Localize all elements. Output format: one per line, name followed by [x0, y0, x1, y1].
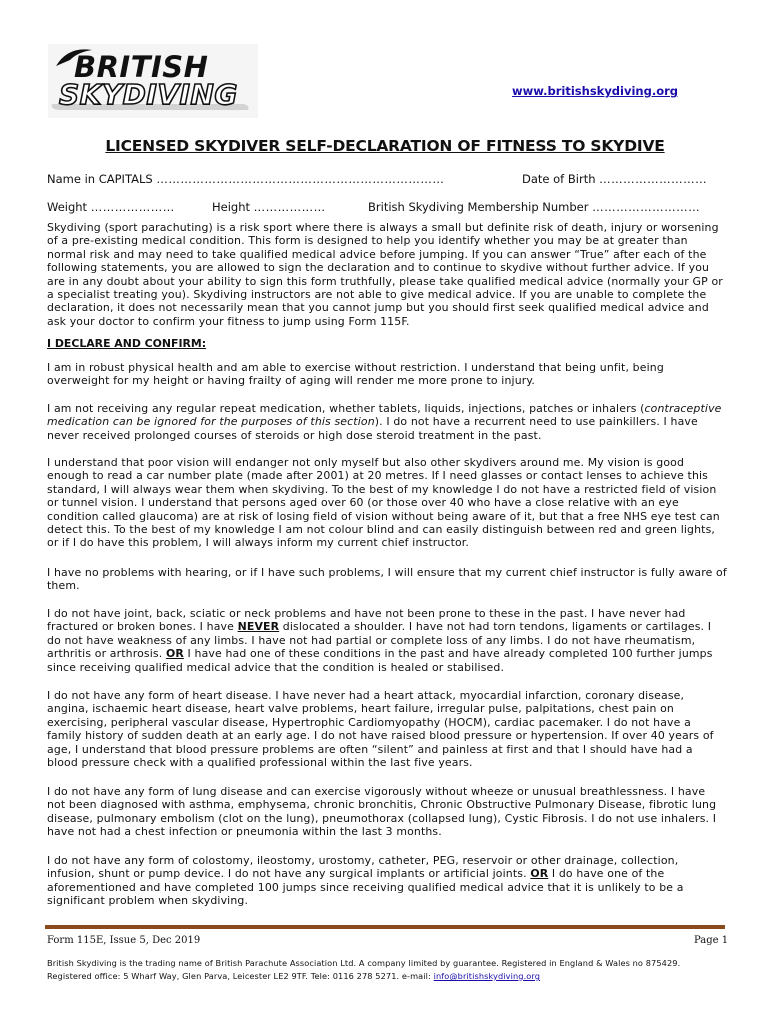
membership-input-line[interactable]: ………………………	[592, 200, 701, 214]
email-link[interactable]: info@britishskydiving.org	[433, 971, 541, 981]
declare-heading: I DECLARE AND CONFIRM:	[47, 337, 207, 350]
logo-word-skydiving: SKYDIVING	[59, 78, 238, 111]
height-field[interactable]	[212, 200, 326, 214]
statement-text: I do have one of the aforementioned and have completed 100 jumps since receiving qualified medical advice that it is unlikely to be a significant problem when skydiving.	[47, 867, 684, 908]
name-input-line[interactable]: ………………………………………………………………	[156, 172, 445, 186]
statement-text: I have had one of these conditions in the past and have already completed 100 further jumps since receiving qualified medical advice that the condition is healed or stabilised.	[47, 647, 713, 674]
logo-word-british: BRITISH	[74, 50, 209, 84]
membership-label: British Skydiving Membership Number	[368, 200, 589, 214]
statement-text: I do not have any form of colostomy, ileostomy, urostomy, catheter, PEG, reservoir or other drainage, collection, infusion, shunt or pump device. I do not have any surgical implants or artificial joints.	[47, 854, 679, 881]
statement-text: ). I do not have a recurrent need to use painkillers. I have never received prolonged courses of steroids or high dose steroid treatment in the past.	[47, 415, 698, 442]
height-input-line[interactable]: ………………	[253, 200, 326, 214]
statement-devices	[47, 854, 727, 908]
statement-italic-note: contraceptive medication can be ignored for the purposes of this section	[47, 402, 722, 429]
statement-vision	[47, 456, 727, 550]
name-label: Name in CAPITALS	[47, 172, 153, 186]
intro-text: Skydiving (sport parachuting) is a risk sport where there is always a small but definite risk of death, injury or worsening of a pre-existing medical condition. This form is designed to help you identify whether you may be at greater than normal risk and may need to take qualified medical advice before jumping. If you can answer “True” after each of the following statements, you are allowed to sign the declaration and to continue to skydive without further advice. If you are in any doubt about your ability to sign this form truthfully, please take qualified medical advice (normally your GP or a specialist treating you). Skydiving instructors are not able to give medical advice. If you are unable to complete the declaration, it does not necessarily mean that you cannot jump but you should first seek qualified medical advice and ask your doctor to confirm your fitness to jump using Form 115F.	[47, 221, 723, 328]
statement-text: dislocated a shoulder. I have not had torn tendons, ligaments or cartilages. I do not have weakness of any limbs. I have not had partial or complete loss of any limbs. I do not have rheumatism, arthritis or arthrosis.	[47, 620, 712, 661]
statement-health	[47, 361, 727, 388]
footer-divider	[45, 925, 725, 929]
form-id: Form 115E, Issue 5, Dec 2019	[47, 935, 201, 946]
weight-field[interactable]	[47, 200, 175, 214]
dob-label: Date of Birth	[522, 172, 596, 186]
footer-company-line: British Skydiving is the trading name of British Parachute Association Ltd. A company limited by guarantee. Registered in England & Wales no 875429.	[47, 958, 681, 968]
statement-text: I do not have any form of heart disease. I have never had a heart attack, myocardial infarction, coronary disease, angina, ischaemic heart disease, heart valve problems, heart failure, irregular pulse, palpitations, chest pain on exercising, peripheral vascular disease, Hypertrophic Cardiomyopathy (HOCM), cardiac pacemaker. I do not have a family history of sudden death at an early age. I do not have raised blood pressure or hypertension. If over 40 years of age, I understand that blood pressure problems are often “silent” and painless at first and that I should have had a blood pressure check with a qualified professional within the last five years.	[47, 689, 714, 770]
weight-input-line[interactable]: …………………	[90, 200, 175, 214]
weight-label: Weight	[47, 200, 88, 214]
statement-text: I do not have joint, back, sciatic or neck problems and have not been prone to these in the past. I have never had fractured or broken bones. I have	[47, 607, 686, 634]
statement-medication	[47, 402, 727, 442]
dob-field[interactable]	[522, 172, 707, 186]
page-number: Page 1	[694, 935, 729, 946]
statement-text: I have no problems with hearing, or if I have such problems, I will ensure that my current chief instructor is fully aware of them.	[47, 566, 727, 593]
dob-input-line[interactable]: ………………………	[599, 172, 708, 186]
website-link[interactable]: www.britishskydiving.org	[512, 84, 679, 98]
intro-paragraph	[47, 221, 727, 328]
statement-text: I understand that poor vision will endanger not only myself but also other skydivers around me. My vision is good enough to read a car number plate (made after 2001) at 20 metres. If I need glasses or contact lenses to achieve this standard, I will always wear them when skydiving. To the best of my knowledge I do not have a restricted field of vision or tunnel vision. I understand that persons aged over 60 (or those over 40 who have a close relative with an eye condition called glaucoma) are at risk of losing field of vision without being aware of it, but that a free NHS eye test can detect this. To the best of my knowledge I am not colour blind and can easily distinguish between red and green lights, or if I do have this problem, I will always inform my current chief instructor.	[47, 456, 720, 550]
statement-lung	[47, 785, 727, 839]
statement-text: I am in robust physical health and am able to exercise without restriction. I understand that being unfit, being overweight for my height or having frailty of aging will render me more prone to injury.	[47, 361, 664, 388]
footer-address-text: Registered office: 5 Wharf Way, Glen Parva, Leicester LE2 9TF. Tele: 0116 278 5271. e-mail:	[47, 971, 434, 981]
height-label: Height	[212, 200, 251, 214]
statement-joints	[47, 607, 727, 674]
emphasis-never: NEVER	[237, 620, 280, 634]
british-skydiving-logo	[48, 44, 258, 118]
statement-heart	[47, 689, 727, 769]
page-title: LICENSED SKYDIVER SELF-DECLARATION OF FITNESS TO SKYDIVE	[105, 137, 665, 155]
statement-hearing	[47, 566, 727, 593]
footer-address-line	[47, 970, 737, 983]
emphasis-or: OR	[530, 867, 549, 881]
statement-text: I am not receiving any regular repeat medication, whether tablets, liquids, injections, patches or inhalers (	[47, 402, 645, 415]
name-field[interactable]	[47, 172, 444, 186]
statement-text: I do not have any form of lung disease and can exercise vigorously without wheeze or unusual breathlessness. I have not been diagnosed with asthma, emphysema, chronic bronchitis, Chronic Obstructive Pulmonary Disease, fibrotic lung disease, pulmonary embolism (clot on the lung), pneumothorax (collapsed lung), Cystic Fibrosis. I do not use inhalers. I have not had a chest infection or pneumonia within the last 3 months.	[47, 785, 717, 839]
emphasis-or: OR	[165, 647, 184, 661]
membership-field[interactable]	[368, 200, 700, 214]
